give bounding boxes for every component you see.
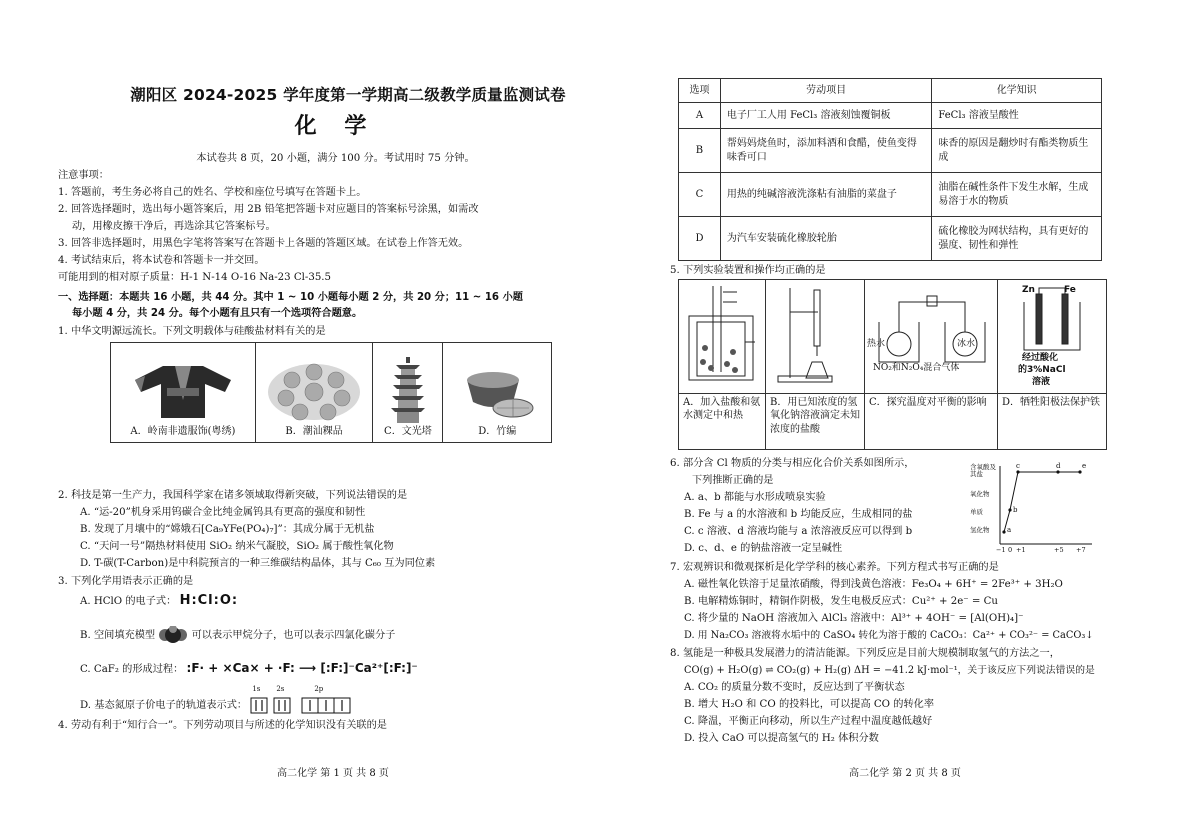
question-5: 5. 下列实验装置和操作均正确的是: [670, 265, 826, 276]
space-filling-model-icon: [158, 626, 188, 644]
notice-2-cont: 动，用橡皮擦干净后，再选涂其它答案标号。: [72, 221, 276, 232]
q7-option-a[interactable]: A. 磁性氧化铁溶于足量浓硝酸，得到浅黄色溶液：Fe₃O₄ + 6H⁺ = 2Fe³⁺ + 3H₂O: [684, 579, 1063, 590]
q6-option-a[interactable]: A. a、b 都能与水形成喷泉实验: [684, 492, 826, 503]
q8-option-a[interactable]: A. CO₂ 的质量分数不变时，反应达到了平衡状态: [684, 682, 905, 693]
caf2-formation-formula: :F· + ×Ca× + ·F: ⟶ [:F:]⁻Ca²⁺[:F:]⁻: [186, 661, 418, 675]
q5-fig-d: Zn Fe 经过酸化 的3%NaCl 溶液: [998, 280, 1107, 394]
table-row[interactable]: C 用热的纯碱溶液洗涤粘有油脂的菜盘子 油脂在碱性条件下发生水解，生成易溶于水的物质: [679, 173, 1102, 217]
q2-option-c[interactable]: C. “天问一号”隔热材料使用 SiO₂ 纳米气凝胶，SiO₂ 属于酸性氧化物: [80, 541, 394, 552]
q2-option-b[interactable]: B. 发现了月壤中的“嫦娥石[Ca₉YFe(PO₄)₇]”：其成分属于无机盐: [80, 524, 375, 535]
question-8: 8. 氢能是一种极具发展潜力的清洁能源。下列反应是目前大规模制取氢气的方法之一，: [670, 648, 1060, 659]
q8-option-b[interactable]: B. 增大 H₂O 和 CO 的投料比，可以提高 CO 的转化率: [684, 699, 935, 710]
q5-fig-a: [679, 280, 766, 394]
q5-option-a[interactable]: A．加入盐酸和氨水测定中和热: [679, 393, 766, 449]
exam-title: 潮阳区 2024-2025 学年度第一学期高二级教学质量监测试卷: [130, 86, 566, 104]
orbital-diagram: 1s 2s 2p: [250, 695, 370, 715]
col-header-knowledge: 化学知识: [932, 79, 1102, 103]
question-8-equation: CO(g) + H₂O(g) ⇌ CO₂(g) + H₂(g) ΔH = −41.2 kJ·mol⁻¹，关于该反应下列说法错误的是: [684, 665, 1095, 676]
rice-cake-image: [256, 355, 373, 425]
q2-option-a[interactable]: A. “运-20”机身采用钨碳合金比纯金属钨具有更高的强度和韧性: [80, 507, 366, 518]
q5-fig-b: [766, 280, 865, 394]
section1-header: 一、选择题：本题共 16 小题，共 44 分。其中 1 ~ 10 小题每小题 2 分，共 20 分；11 ~ 16 小题: [58, 292, 523, 303]
q7-option-c[interactable]: C. 将少量的 NaOH 溶液加入 AlCl₃ 溶液中：Al³⁺ + 4OH⁻ = [Al(OH)₄]⁻: [684, 613, 1024, 624]
pagoda-image: [373, 355, 442, 425]
embroidered-robe-image: [111, 355, 255, 425]
hclo-electron-formula: H:Cl:O:: [179, 593, 239, 608]
q1-image-table: [110, 342, 552, 443]
section1-header-cont: 每小题 4 分，共 24 分。每个小题有且只有一个选项符合题意。: [72, 308, 363, 319]
q1-option-b[interactable]: B．潮汕粿品: [255, 343, 373, 443]
q3-option-d[interactable]: D. 基态氮原子价电子的轨道表示式： 1s 2s 2p: [58, 695, 613, 715]
q3-option-c[interactable]: C. CaF₂ 的形成过程： :F· + ×Ca× + ·F: ⟶ [:F:]⁻Ca²⁺[:F:]⁻: [80, 661, 418, 675]
table-row[interactable]: D 为汽车安装硫化橡胶轮胎 硫化橡胶为网状结构，具有更好的强度、韧性和弹性: [679, 217, 1102, 261]
q6-option-b[interactable]: B. Fe 与 a 的水溶液和 b 均能反应，生成相同的盐: [684, 509, 913, 520]
question-4: 4. 劳动有利于“知行合一”。下列劳动项目与所述的化学知识没有关联的是: [58, 720, 387, 731]
page-footer-1: 高二化学 第 1 页 共 8 页: [277, 768, 389, 779]
page-footer-2: 高二化学 第 2 页 共 8 页: [849, 768, 961, 779]
table-row[interactable]: A 电子厂工人用 FeCl₃ 溶液刻蚀覆铜板 FeCl₃ 溶液呈酸性: [679, 103, 1102, 129]
notice-4: 4. 考试结束后，将本试卷和答题卡一并交回。: [58, 255, 265, 266]
q7-option-b[interactable]: B. 电解精炼铜时，精铜作阴极，发生电极反应式：Cu²⁺ + 2e⁻ = Cu: [684, 596, 998, 607]
q8-option-d[interactable]: D. 投入 CaO 可以提高氢气的 H₂ 体积分数: [684, 733, 879, 744]
atomic-mass: 可能用到的相对原子质量：H-1 N-14 O-16 Na-23 Cl-35.5: [58, 272, 332, 283]
col-header-option: 选项: [679, 79, 721, 103]
bamboo-weaving-image: [443, 355, 551, 425]
q8-option-c[interactable]: C. 降温，平衡正向移动，所以生产过程中温度越低越好: [684, 716, 933, 727]
q7-option-d[interactable]: D. 用 Na₂CO₃ 溶液将水垢中的 CaSO₄ 转化为溶于酸的 CaCO₃：Ca²⁺ + CO₃²⁻ = CaCO₃↓: [684, 630, 1094, 641]
col-header-task: 劳动项目: [720, 79, 931, 103]
question-2: 2. 科技是第一生产力，我国科学家在诸多领域取得新突破，下列说法错误的是: [58, 490, 408, 501]
q5-fig-c: 热水 冰水 NO₂和N₂O₄混合气体: [865, 280, 998, 394]
orbital-boxes-icon: [250, 697, 370, 715]
q1-option-a[interactable]: A．岭南非遗服饰(粤绣): [111, 343, 256, 443]
exam-intro: 本试卷共 8 页，20 小题，满分 100 分。考试用时 75 分钟。: [196, 153, 475, 164]
q3-option-b[interactable]: B. 空间填充模型 可以表示甲烷分子，也可以表示四氯化碳分子: [58, 626, 613, 644]
question-7: 7. 宏观辨识和微观探析是化学学科的核心素养。下列方程式书写正确的是: [670, 562, 999, 573]
q3-option-a[interactable]: A. HClO 的电子式： H:Cl:O:: [80, 593, 239, 608]
q1-option-c[interactable]: C．文光塔: [373, 343, 443, 443]
notice-3: 3. 回答非选择题时，用黑色字笔将答案写在答题卡上各题的答题区域。在试卷上作答无效。: [58, 238, 469, 249]
q6-option-c[interactable]: C. c 溶液、d 溶液均能与 a 浓溶液反应可以得到 b: [684, 526, 913, 537]
question-6: 6. 部分含 Cl 物质的分类与相应化合价关系如图所示，: [670, 458, 915, 469]
notice-2: 2. 回答选择题时，选出每小题答案后，用 2B 铅笔把答题卡对应题目的答案标号涂黑，如需改: [58, 204, 479, 215]
titration-stand-icon: [770, 282, 860, 386]
q2-option-d[interactable]: D. T-碳(T-Carbon)是中科院预言的一种三维碳结构晶体，其与 C₆₀ 互为同位素: [80, 558, 436, 569]
q5-apparatus-table: [678, 279, 1107, 450]
q4-labor-table: [678, 78, 1102, 261]
table-row[interactable]: B 帮妈妈烧鱼时，添加料酒和食醋，使鱼变得味香可口 味香的原因是翻炒时有酯类物质生成: [679, 129, 1102, 173]
calorimeter-icon: [683, 282, 761, 386]
q1-option-d[interactable]: D．竹编: [443, 343, 552, 443]
q5-option-c[interactable]: C．探究温度对平衡的影响: [865, 393, 998, 449]
right-page: [670, 0, 1118, 831]
q6-valence-chart: 含氧酸及其盐 氧化物 单质 氢化物 −1 0 +1 +5 +7 a b c d e: [970, 462, 1094, 556]
q5-option-b[interactable]: B．用已知浓度的氢氧化钠溶液滴定未知浓度的盐酸: [766, 393, 865, 449]
q5-option-d[interactable]: D．牺牲阳极法保护铁: [998, 393, 1107, 449]
notice-heading: 注意事项：: [58, 170, 109, 181]
question-1: 1. 中华文明源远流长。下列文明载体与硅酸盐材料有关的是: [58, 326, 326, 337]
q6-option-d[interactable]: D. c、d、e 的钠盐溶液一定呈碱性: [684, 543, 843, 554]
question-6-cont: 下列推断正确的是: [692, 475, 774, 486]
question-3: 3. 下列化学用语表示正确的是: [58, 576, 194, 587]
subject-title: 化 学: [294, 114, 377, 139]
notice-1: 1. 答题前，考生务必将自己的姓名、学校和座位号填写在答题卡上。: [58, 187, 367, 198]
left-page: [58, 0, 613, 831]
